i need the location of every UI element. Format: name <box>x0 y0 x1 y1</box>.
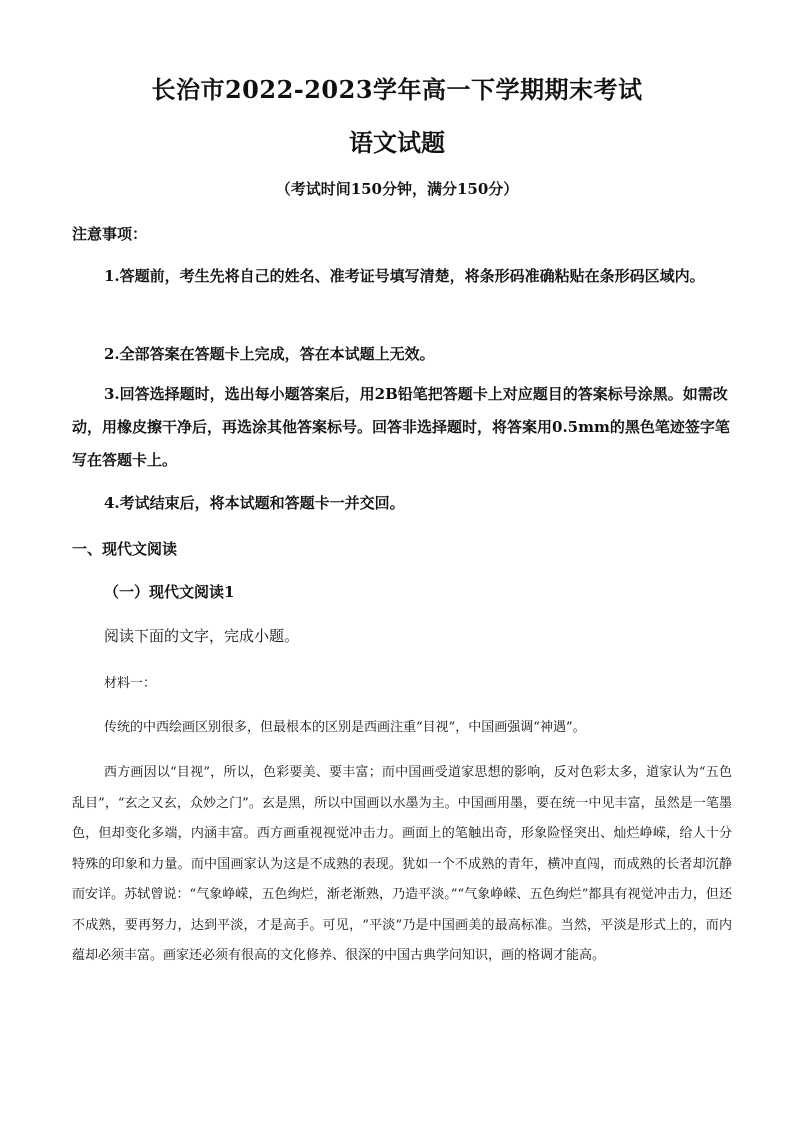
reading-instruction: 阅读下面的文字，完成小题。 <box>104 627 300 645</box>
material-label: 材料一： <box>104 676 157 691</box>
exam-subtitle: 语文试题 <box>349 128 445 157</box>
notice-item-2: 2.全部答案在答题卡上完成，答在本试题上无效。 <box>104 345 435 363</box>
notice-heading: 注意事项： <box>72 225 148 243</box>
section-heading: 一、现代文阅读 <box>72 540 178 558</box>
body-paragraph-2: 西方画因以“目视”，所以，色彩要美、要丰富；而中国画受道家思想的影响，反对色彩太多，道家认为“五色乱目”，“玄之又玄，众妙之门”。玄是黑，所以中国画以水墨为主。中国画用墨，要在统一中见丰富，虽然是一笔墨色，但却变化多端，内涵丰富。西方画重视视觉冲击力。画面上的笔触出奇，形象险怪突出、灿烂峥嵘，给人十分特殊的印象和力量。而中国画家认为这是不成熟的表现。犹如一个不成熟的青年，横冲直闯，而成熟的长者却沉静而安详。苏轼曾说：“气象峥嵘，五色绚烂，渐老渐熟，乃造平淡。”“气象峥嵘、五色绚烂”都具有视觉冲击力，但还不成熟，要再努力，达到平淡，才是高手。可见，“平淡”乃是中国画美的最高标准。当然，平淡是形式上的，而内蕴却必须丰富。画家还必须有很高的文化修养、很深的中国古典学问知识，画的格调才能高。 <box>72 765 732 963</box>
notice-item-3: 3.回答选择题时，选出每小题答案后，用2B铅笔把答题卡上对应题目的答案标号涂黑。如需改动，用橡皮擦干净后，再选涂其他答案标号。回答非选择题时，将答案用0.5mm的黑色笔迹签字笔写在答题卡上。 <box>72 385 730 469</box>
exam-time-info: （考试时间150分钟，满分150分） <box>275 180 519 198</box>
notice-item-4: 4.考试结束后，将本试题和答题卡一并交回。 <box>104 494 405 512</box>
subsection-heading: （一）现代文阅读1 <box>104 583 235 601</box>
notice-item-1: 1.答题前，考生先将自己的姓名、准考证号填写清楚，将条形码准确粘贴在条形码区域内。 <box>104 267 705 285</box>
body-paragraph-1: 传统的中西绘画区别很多，但最根本的区别是西画注重“目视”，中国画强调“神遇”。 <box>104 720 586 735</box>
exam-title: 长治市2022-2023学年高一下学期期末考试 <box>151 75 643 104</box>
